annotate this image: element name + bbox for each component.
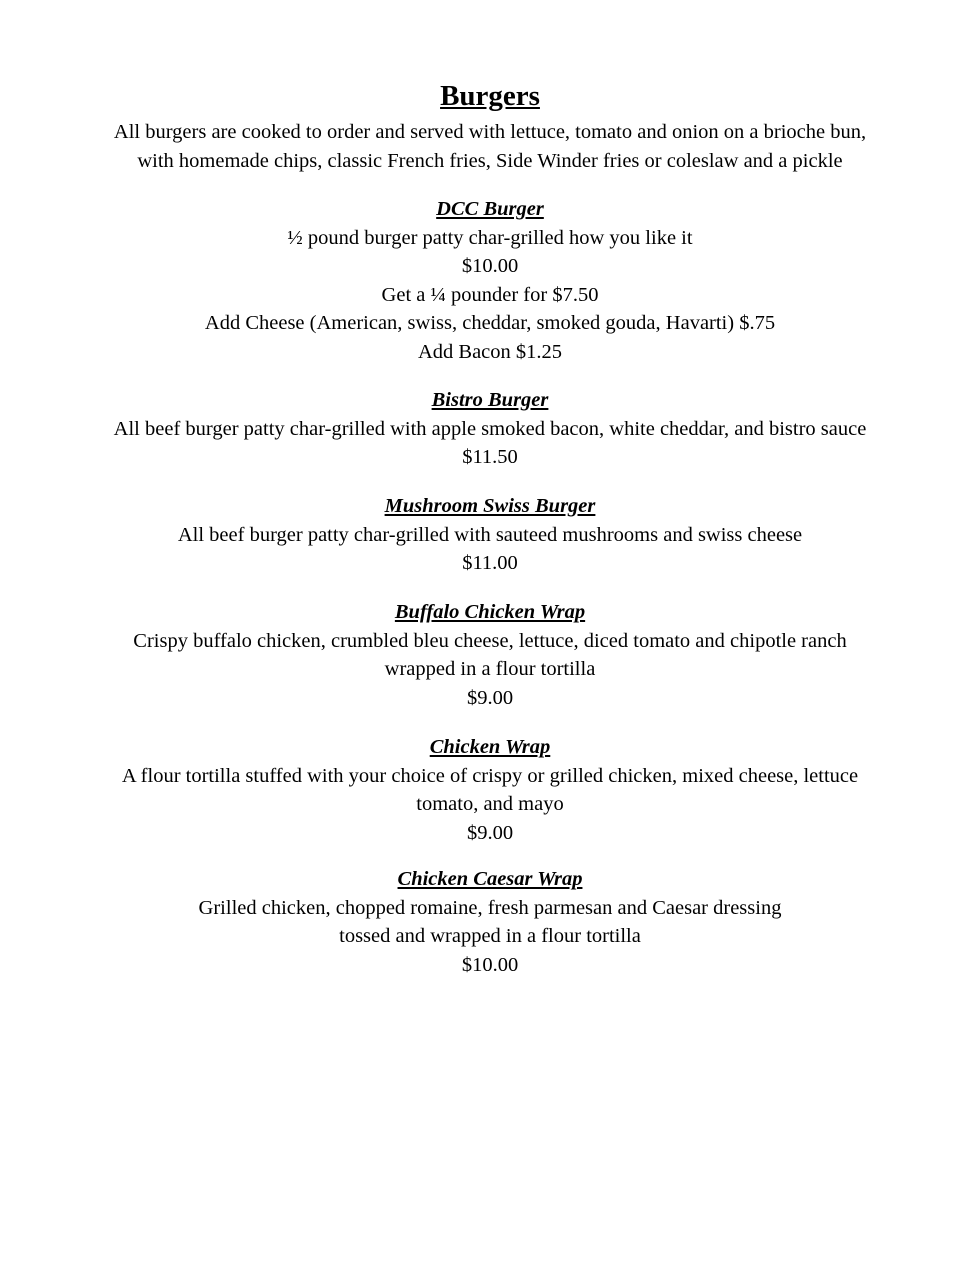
item-description: Grilled chicken, chopped romaine, fresh parmesan and Caesar dressing	[198, 896, 782, 919]
item-name: Buffalo Chicken Wrap	[394, 601, 586, 623]
item-description: wrapped in a flour tortilla	[384, 658, 596, 680]
item-name: DCC Burger	[436, 198, 544, 220]
item-name: Chicken Caesar Wrap	[397, 868, 583, 890]
section-intro	[60, 118, 920, 175]
item-name: Chicken Wrap	[429, 736, 551, 758]
item-name: Mushroom Swiss Burger	[384, 495, 596, 517]
item-option: Add Cheese (American, swiss, cheddar, smoked gouda, Havarti) $.75	[204, 312, 776, 334]
item-price: $10.00	[461, 953, 519, 976]
item-description: All beef burger patty char-grilled with sauteed mushrooms and swiss cheese	[177, 523, 803, 546]
menu-item-dcc-burger	[40, 195, 940, 366]
menu-item-mushroom-swiss-burger	[40, 492, 940, 578]
item-description: Crispy buffalo chicken, crumbled bleu cheese, lettuce, diced tomato and chipotle ranch	[133, 629, 847, 652]
item-description: A flour tortilla stuffed with your choice of crispy or grilled chicken, mixed cheese, lettuce	[121, 764, 859, 787]
item-description: tomato, and mayo	[416, 793, 564, 815]
menu-item-chicken-wrap	[40, 733, 940, 847]
item-price: $11.00	[462, 552, 518, 574]
item-price: $9.00	[466, 686, 514, 709]
intro-line: with homemade chips, classic French fries, Side Winder fries or coleslaw and a pickle	[137, 149, 843, 172]
item-description: tossed and wrapped in a flour tortilla	[339, 925, 641, 947]
item-name: Bistro Burger	[431, 389, 549, 411]
menu-item-buffalo-chicken-wrap	[40, 598, 940, 712]
item-price: $10.00	[461, 255, 519, 277]
item-option: Get a ¼ pounder for $7.50	[381, 283, 599, 306]
menu-item-bistro-burger	[40, 386, 940, 472]
item-description: All beef burger patty char-grilled with apple smoked bacon, white cheddar, and bistro sauce	[113, 417, 867, 440]
item-price: $9.00	[466, 821, 514, 844]
menu-item-chicken-caesar-wrap	[40, 865, 940, 979]
section-title: Burgers	[440, 80, 540, 112]
item-option: Add Bacon $1.25	[417, 340, 563, 363]
item-price: $11.50	[462, 446, 518, 468]
intro-line: All burgers are cooked to order and served with lettuce, tomato and onion on a brioche bun,	[113, 121, 867, 143]
item-description: ½ pound burger patty char-grilled how you like it	[287, 226, 693, 249]
